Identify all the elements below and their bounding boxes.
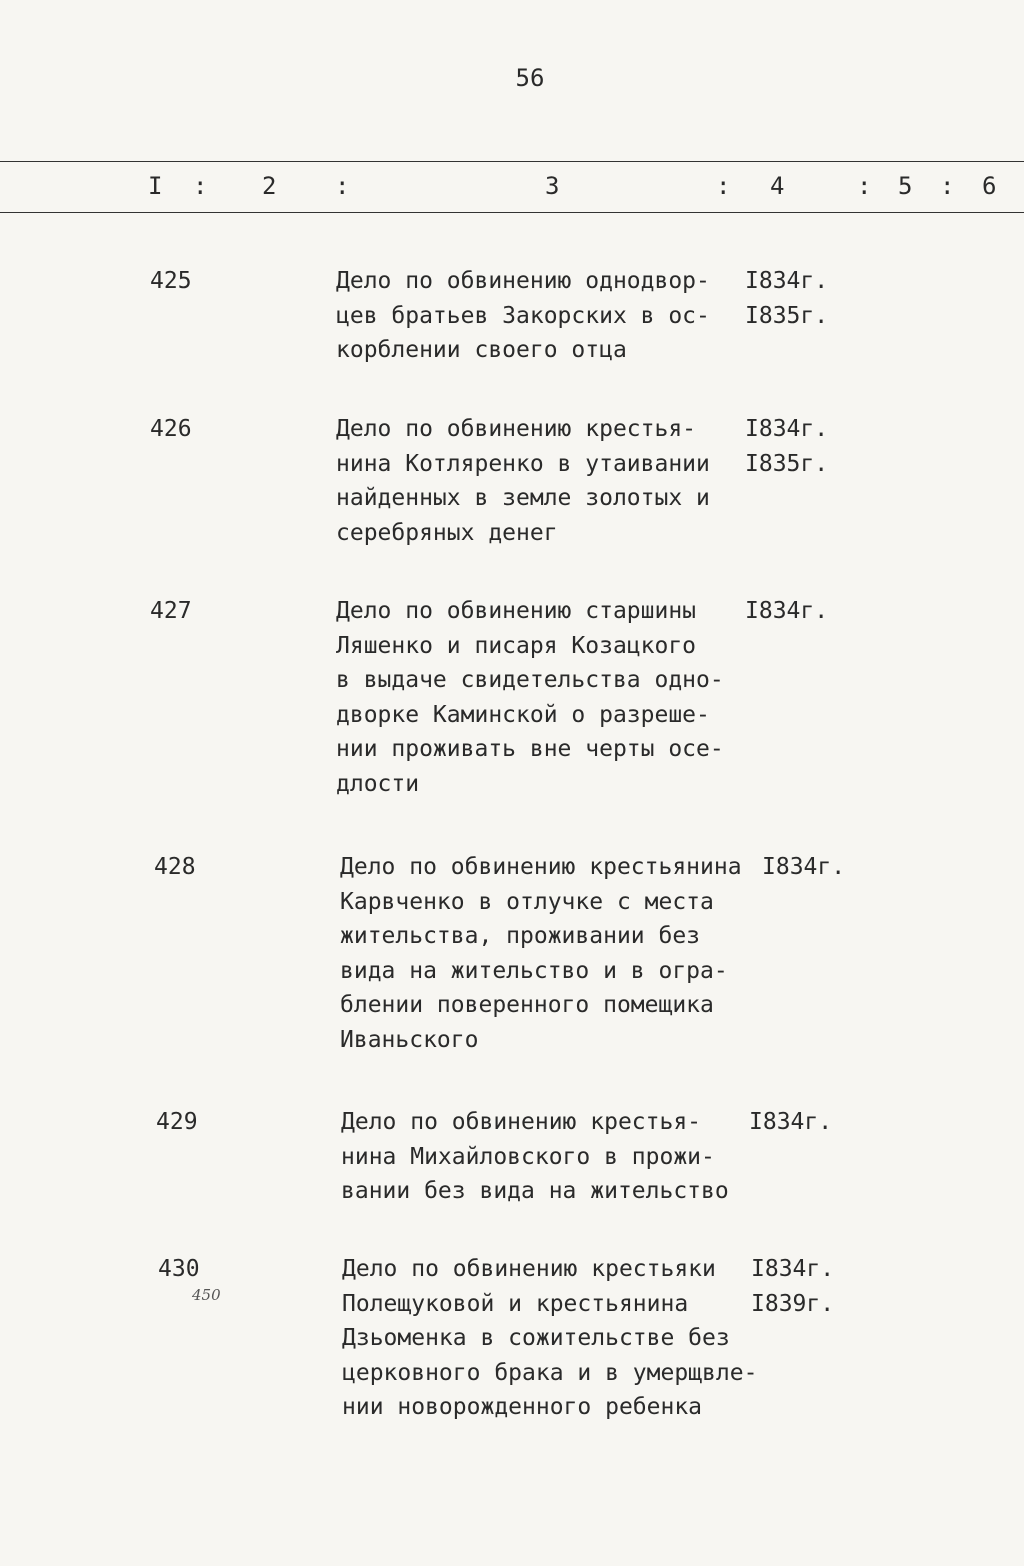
description-line: Ляшенко и писаря Козацкого	[336, 632, 697, 659]
description-line: Дело по обвинению крестьяки	[342, 1256, 716, 1282]
record-dates	[762, 850, 845, 885]
description-line: Полещуковой и крестьянина	[342, 1290, 689, 1317]
description-line: Дзьоменка в сожительстве без	[342, 1325, 730, 1351]
description-line: блении поверенного помещика	[340, 992, 714, 1018]
description-line: цев братьев Закорских в ос-	[336, 302, 710, 329]
description-line: нии проживать вне черты осе-	[336, 736, 724, 762]
description-line: Карвченко в отлучке с места	[340, 888, 714, 915]
column-header-5: 5	[898, 172, 913, 200]
record-description	[342, 1252, 762, 1425]
column-header-2: 2	[262, 172, 277, 200]
record-number: 430	[158, 1256, 200, 1282]
column-separator: :	[857, 172, 872, 200]
column-header-3: 3	[545, 172, 560, 200]
record-number: 425	[150, 268, 192, 294]
record-description	[336, 264, 756, 368]
date-start: I834г.	[762, 854, 846, 880]
record-dates	[745, 264, 828, 333]
description-line: в выдаче свидетельства одно-	[336, 667, 724, 693]
record-description	[336, 594, 756, 801]
description-line: дворке Каминской о разреше-	[336, 701, 710, 728]
description-line: Дело по обвинению старшины	[336, 598, 697, 624]
record-dates	[745, 412, 828, 481]
page-number: 56	[515, 64, 545, 92]
description-line: Дело по обвинению однодвор-	[336, 268, 710, 294]
date-end: I835г.	[745, 302, 829, 329]
handwritten-note: 450	[192, 1286, 221, 1304]
header-bottom-rule	[0, 212, 1024, 213]
record-number: 429	[156, 1109, 198, 1135]
record-number: 427	[150, 598, 192, 624]
record-description	[340, 850, 760, 1057]
description-line: вида на жительство и в огра-	[340, 957, 728, 984]
description-line: нина Котляренко в утаивании	[336, 450, 710, 477]
description-line: вании без вида на жительство	[341, 1178, 729, 1204]
date-start: I834г.	[745, 416, 829, 442]
description-line: серебряных денег	[336, 519, 558, 546]
date-end: I835г.	[745, 450, 829, 477]
column-separator: :	[335, 172, 350, 200]
description-line: Дело по обвинению крестьянина	[340, 854, 742, 880]
description-line: корблении своего отца	[336, 337, 627, 363]
description-line: жительства, проживании без	[340, 923, 701, 949]
record-dates	[751, 1252, 834, 1321]
date-start: I834г.	[745, 268, 829, 294]
date-start: I834г.	[751, 1256, 835, 1282]
record-description	[341, 1105, 761, 1209]
record-dates	[745, 594, 828, 629]
record-description	[336, 412, 756, 550]
header-top-rule	[0, 161, 1024, 162]
description-line: Иваньского	[340, 1026, 479, 1053]
date-start: I834г.	[749, 1109, 833, 1135]
column-header-6: 6	[982, 172, 997, 200]
description-line: длости	[336, 770, 420, 797]
record-number: 426	[150, 416, 192, 442]
column-separator: :	[193, 172, 208, 200]
record-number: 428	[154, 854, 196, 880]
description-line: церковного брака и в умерщвле-	[342, 1359, 758, 1386]
description-line: нии новорожденного ребенка	[342, 1394, 703, 1420]
description-line: найденных в земле золотых и	[336, 485, 710, 511]
column-separator: :	[716, 172, 731, 200]
date-end: I839г.	[751, 1290, 835, 1317]
description-line: Дело по обвинению крестья-	[336, 416, 697, 442]
description-line: Дело по обвинению крестья-	[341, 1109, 702, 1135]
column-header-4: 4	[770, 172, 785, 200]
date-start: I834г.	[745, 598, 829, 624]
description-line: нина Михайловского в прожи-	[341, 1143, 715, 1170]
column-header-1: I	[148, 172, 163, 200]
record-dates	[749, 1105, 832, 1140]
column-separator: :	[940, 172, 955, 200]
